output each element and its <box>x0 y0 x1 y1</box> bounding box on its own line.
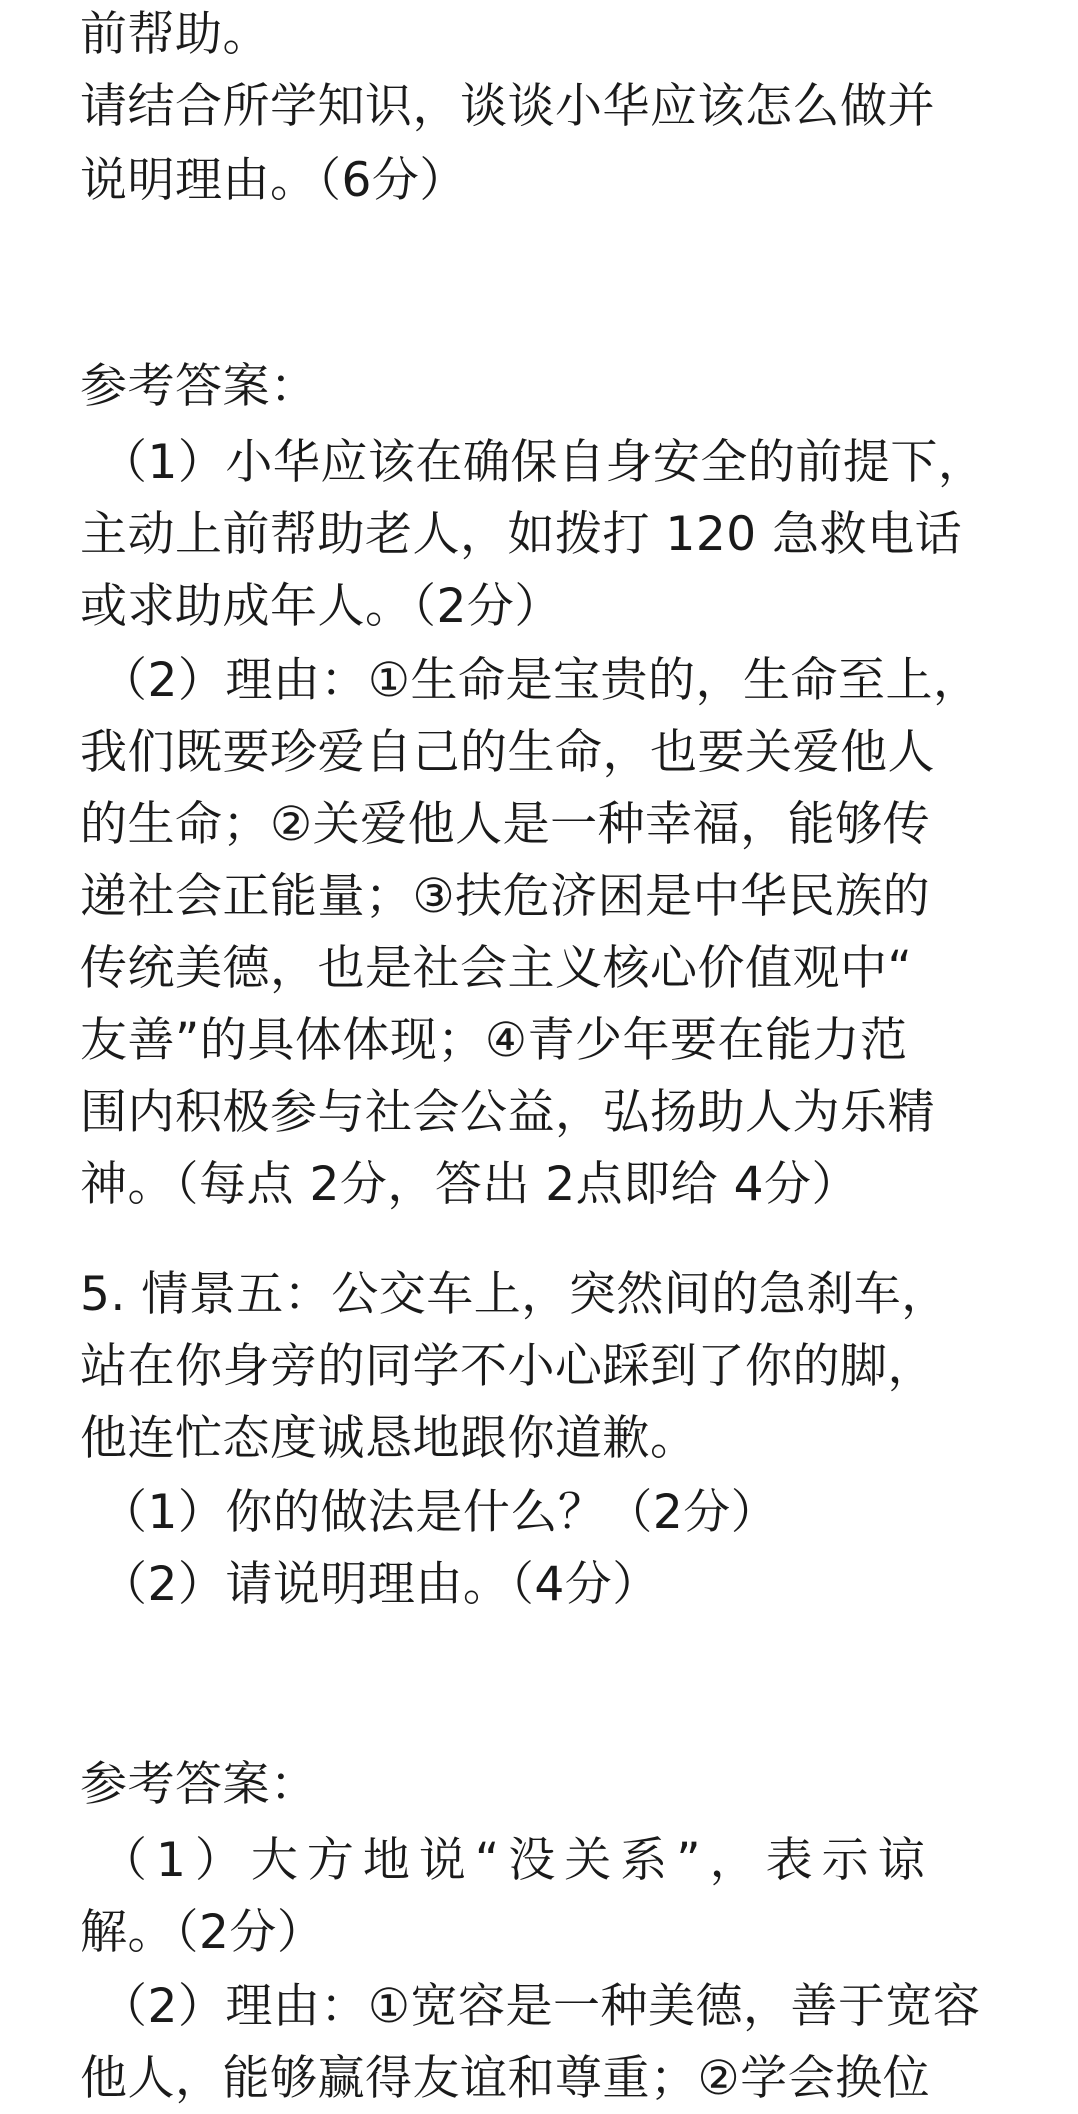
text-line: 说明理由。（6分） <box>80 153 467 208</box>
text-line: 解。（2分） <box>80 1905 325 1960</box>
text-line: 主动上前帮助老人，如拨打 120 急救电话 <box>80 507 963 562</box>
text-line: （1）小华应该在确保自身安全的前提下， <box>100 435 986 490</box>
text-line: 他连忙态度诚恳地跟你道歉。 <box>80 1411 698 1466</box>
question-heading: 5. 情景五：公交车上，突然间的急刹车， <box>80 1267 949 1322</box>
text-line: （1）大方地说“没关系”，表示谅 <box>100 1833 934 1888</box>
text-line: 我们既要珍爱自己的生命，也要关爱他人 <box>80 725 935 780</box>
text-line: 请结合所学知识，谈谈小华应该怎么做并 <box>80 79 935 134</box>
text-line: 或求助成年人。（2分） <box>80 579 562 634</box>
text-line: 他人，能够赢得友谊和尊重；②学会换位 <box>80 2051 931 2106</box>
text-line: 前帮助。 <box>80 7 270 62</box>
text-line: 传统美德，也是社会主义核心价值观中“ <box>80 941 913 996</box>
text-line: 递社会正能量；③扶危济困是中华民族的 <box>80 869 931 924</box>
text-line: 围内积极参与社会公益，弘扬助人为乐精 <box>80 1085 935 1140</box>
answer-heading: 参考答案： <box>80 1757 318 1812</box>
text-line: 友善”的具体体现；④青少年要在能力范 <box>80 1013 908 1068</box>
text-line: （2）请说明理由。（4分） <box>100 1557 660 1612</box>
text-line: 站在你身旁的同学不小心踩到了你的脚， <box>80 1339 935 1394</box>
text-line: （2）理由：①宽容是一种美德，善于宽容 <box>100 1979 981 2034</box>
text-line: 神。（每点 2分，答出 2点即给 4分） <box>80 1157 860 1212</box>
text-line: （1）你的做法是什么？（2分） <box>100 1485 779 1540</box>
text-line: （2）理由：①生命是宝贵的，生命至上， <box>100 653 981 708</box>
answer-heading: 参考答案： <box>80 359 318 414</box>
text-line: 的生命；②关爱他人是一种幸福，能够传 <box>80 797 931 852</box>
